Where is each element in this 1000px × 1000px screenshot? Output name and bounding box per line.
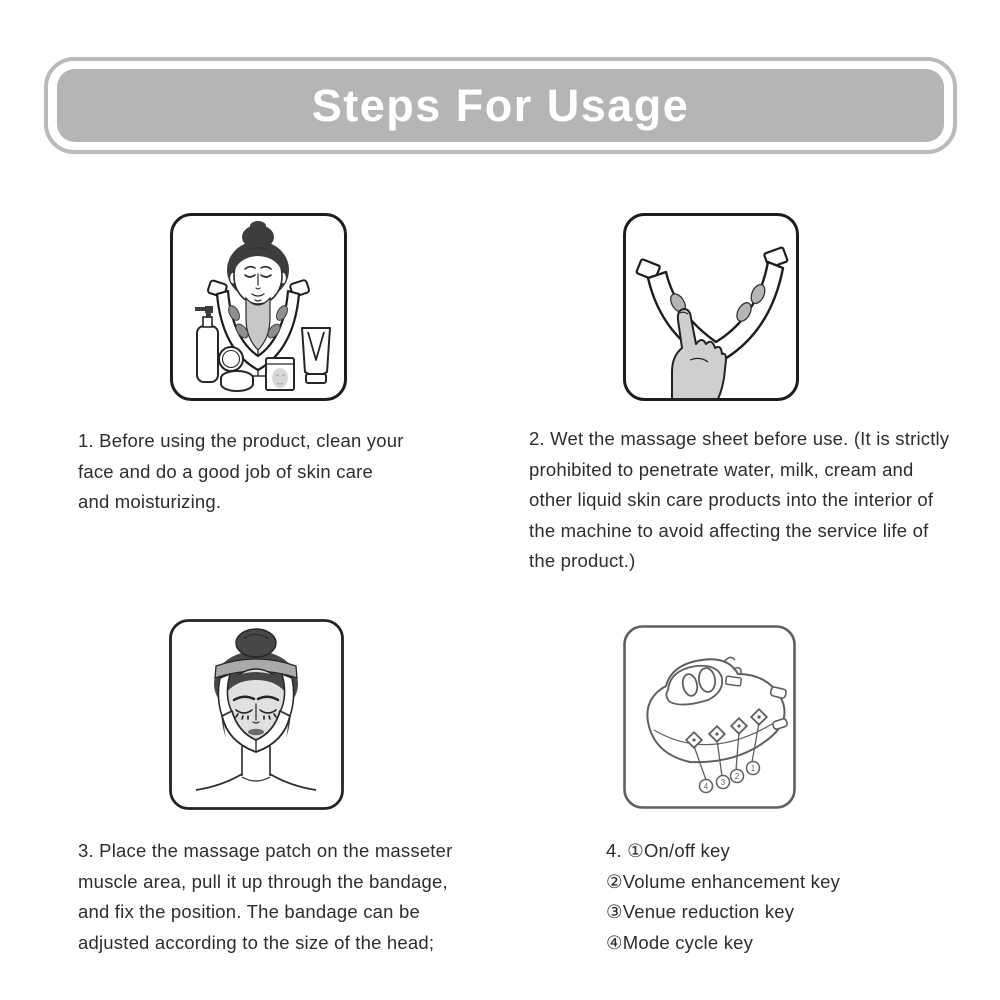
finger-on-device-icon (620, 210, 802, 404)
step-2-line: 2. Wet the massage sheet before use. (It is strictly (529, 428, 950, 449)
callout-number-2: 2 (734, 772, 740, 781)
woman-with-massager-icon (167, 210, 350, 404)
step-3-line: 3. Place the massage patch on the masseter (78, 840, 453, 861)
step-1-line: face and do a good job of skin care (78, 460, 373, 482)
device-buttons-diagram-icon (620, 622, 799, 812)
step-3-line: adjusted according to the size of the head; (78, 931, 435, 953)
step-4-line: 4. ①On/off key (606, 840, 730, 861)
step-3-illustration (166, 616, 347, 813)
step-1-line: 1. Before using the product, clean your (78, 430, 404, 451)
usage-banner (44, 57, 957, 154)
step-2-text (529, 424, 949, 577)
step-4-text (606, 836, 840, 958)
step-3-text (78, 836, 453, 958)
step-1-illustration (167, 210, 350, 404)
step-4-line: ④Mode cycle key (606, 931, 754, 953)
step-1-text (78, 426, 404, 518)
step-2-line: other liquid skin care products into the interior of (529, 489, 934, 510)
mask-sachet-icon (266, 358, 294, 390)
step-3-line: and fix the position. The bandage can be (78, 901, 420, 922)
bandaged-face-icon (166, 616, 347, 813)
callout-number-1: 1 (750, 764, 756, 773)
step-4-illustration (620, 622, 799, 812)
step-2-illustration (620, 210, 802, 404)
callout-number-3: 3 (720, 778, 726, 787)
step-4-line: ②Volume enhancement key (606, 870, 841, 892)
step-4-line: ③Venue reduction key (606, 901, 795, 922)
step-2-line: the machine to avoid affecting the service life of (529, 519, 929, 541)
step-1-line: and moisturizing. (78, 491, 222, 512)
page-title: Steps For Usage (311, 79, 690, 131)
cream-tube-icon (302, 328, 330, 383)
callout-number-4: 4 (703, 782, 709, 791)
step-3-line: muscle area, pull it up through the bandage, (78, 870, 448, 892)
step-2-line: prohibited to penetrate water, milk, cream and (529, 458, 914, 480)
step-2-line: the product.) (529, 550, 636, 571)
usage-banner-fill (57, 69, 944, 142)
